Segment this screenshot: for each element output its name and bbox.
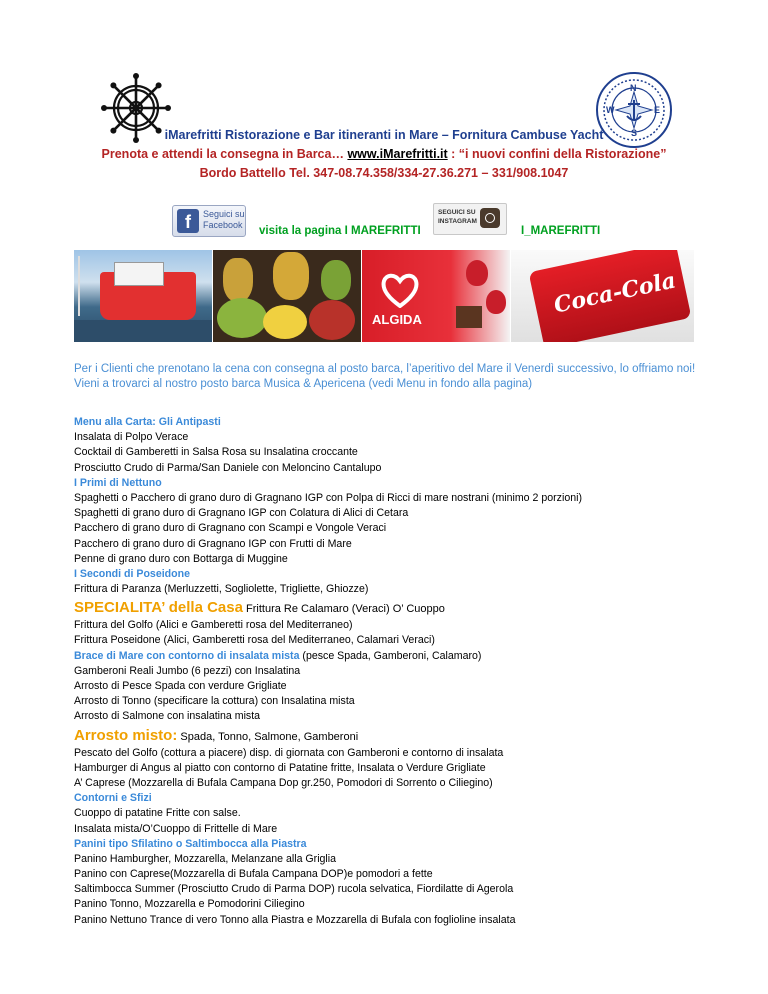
primi-title: I Primi di Nettuno: [74, 476, 162, 489]
menu-item: Hamburger di Angus al piatto con contorno di Patatine fritte, Insalata o Verdure Grigliate: [74, 761, 486, 774]
menu-item: Pescato del Golfo (cottura a piacere) disp. di giornata con Gamberoni e contorno di insalata: [74, 746, 504, 759]
menu-item: Panino Tonno, Mozzarella e Pomodorini Ciliegino: [74, 898, 305, 911]
specialita-text: Frittura Re Calamaro (Veraci) O’ Cuoppo: [242, 603, 445, 616]
instagram-badge-line1: SEGUICI SU: [438, 209, 476, 216]
algida-photo: [362, 250, 510, 342]
menu-item: Frittura del Golfo (Alici e Gamberetti rosa del Mediterraneo): [74, 619, 353, 632]
menu-item: Gamberoni Reali Jumbo (6 pezzi) con Insalatina: [74, 664, 301, 677]
menu-item: Frittura di Paranza (Merluzzetti, Sogliolette, Trigliette, Ghiozze): [74, 583, 369, 596]
facebook-badge[interactable]: [172, 205, 246, 237]
intro-line-2: Vieni a trovarci al nostro posto barca Musica & Apericena (vedi Menu in fondo alla pagina): [74, 378, 533, 390]
intro-line-1: Per i Clienti che prenotano la cena con consegna al posto barca, l’aperitivo del Mare il Venerdì successivo, lo offriamo noi!: [74, 363, 696, 375]
arrosto-title: Arrosto misto:: [74, 726, 178, 744]
menu-item: Arrosto di Tonno (specificare la cottura) con Insalatina mista: [74, 695, 355, 708]
arrosto-text: Spada, Tonno, Salmone, Gamberoni: [177, 730, 359, 743]
header-booking-line: [0, 146, 768, 162]
compass-south-label: S: [631, 128, 638, 138]
menu-item: Panino Hamburgher, Mozzarella, Melanzane alla Griglia: [74, 852, 337, 865]
menu-item: Insalata di Polpo Verace: [74, 431, 189, 444]
secondi-title: I Secondi di Poseidone: [74, 567, 190, 580]
menu-item: Saltimbocca Summer (Prosciutto Crudo di Parma DOP) rucola selvatica, Fiordilatte di Agerola: [74, 883, 514, 896]
menu-item: Spaghetti o Pacchero di grano duro di Gragnano IGP con Polpa di Ricci di mare nostrani (minimo 2 porzioni): [74, 491, 582, 504]
menu-item: Prosciutto Crudo di Parma/San Daniele con Meloncino Cantalupo: [74, 461, 382, 474]
fruit-photo: [213, 250, 361, 342]
antipasti-title: Menu alla Carta: Gli Antipasti: [74, 416, 221, 428]
menu-item: Panino Nettuno Trance di vero Tonno alla Piastra e Mozzarella di Bufala con foglioline insalata: [74, 913, 516, 926]
arrosto-row: [74, 725, 582, 746]
brace-row: [74, 649, 582, 664]
panini-title: Panini tipo Sfilatino o Saltimbocca alla Piastra: [74, 837, 307, 850]
algida-heart-icon: [380, 272, 420, 308]
instagram-badge-line2: INSTAGRAM: [438, 218, 477, 225]
header-title: iMarefritti Ristorazione e Bar itineranti in Mare – Fornitura Cambuse Yacht: [164, 128, 604, 142]
compass-east-label: E: [654, 105, 661, 115]
boat-photo: [74, 250, 212, 342]
cocacola-label: Coca-Cola: [551, 267, 679, 319]
brace-text: (pesce Spada, Gamberoni, Calamaro): [299, 649, 482, 662]
header-phone: Bordo Battello Tel. 347-08.74.358/334-27.36.271 – 331/908.1047: [199, 166, 569, 180]
instagram-badge[interactable]: [433, 203, 507, 235]
menu-item: Cocktail di Gamberetti in Salsa Rosa su Insalatina croccante: [74, 446, 358, 459]
menu-item: A’ Caprese (Mozzarella di Bufala Campana Dop gr.250, Pomodori di Sorrento o Ciliegino): [74, 776, 493, 789]
menu-item: Panino con Caprese(Mozzarella di Bufala Campana DOP)e pomodori a fette: [74, 868, 433, 881]
instagram-handle: I_MAREFRITTI: [521, 225, 601, 237]
facebook-badge-line2: Facebook: [203, 220, 243, 230]
cocacola-photo: [511, 250, 694, 342]
algida-label: ALGIDA: [372, 312, 422, 327]
website-link[interactable]: www.iMarefritti.it: [347, 147, 448, 161]
compass-west-label: W: [606, 105, 615, 115]
menu-item: Arrosto di Salmone con insalatina mista: [74, 710, 261, 723]
menu-item: Penne di grano duro con Bottarga di Muggine: [74, 552, 288, 565]
menu-item: Spaghetti di grano duro di Gragnano IGP con Colatura di Alici di Cetara: [74, 507, 409, 520]
menu-item: Frittura Poseidone (Alici, Gamberetti rosa del Mediterraneo, Calamari Veraci): [74, 634, 435, 647]
contorni-title: Contorni e Sfizi: [74, 792, 152, 805]
visit-page-text: visita la pagina I MAREFRITTI: [259, 225, 421, 237]
menu-item: Cuoppo di patatine Fritte con salse.: [74, 807, 241, 820]
menu: [74, 415, 582, 928]
instagram-icon: [480, 208, 500, 228]
menu-item: Insalata mista/O’Cuoppo di Frittelle di Mare: [74, 822, 278, 835]
menu-item: Pacchero di grano duro di Gragnano IGP con Frutti di Mare: [74, 537, 352, 550]
menu-item: Pacchero di grano duro di Gragnano con Scampi e Vongole Veraci: [74, 522, 387, 535]
header-slogan: : “i nuovi confini della Ristorazione”: [447, 147, 667, 161]
compass-north-label: N: [630, 83, 637, 93]
facebook-badge-line1: Seguici su: [203, 209, 245, 219]
specialita-row: [74, 597, 582, 618]
specialita-title: SPECIALITA’ della Casa: [74, 599, 243, 617]
header-booking-text: Prenota e attendi la consegna in Barca…: [101, 147, 348, 161]
brace-title: Brace di Mare con contorno di insalata mista: [74, 649, 300, 662]
facebook-icon: f: [177, 209, 199, 233]
menu-item: Arrosto di Pesce Spada con verdure Grigliate: [74, 680, 287, 692]
